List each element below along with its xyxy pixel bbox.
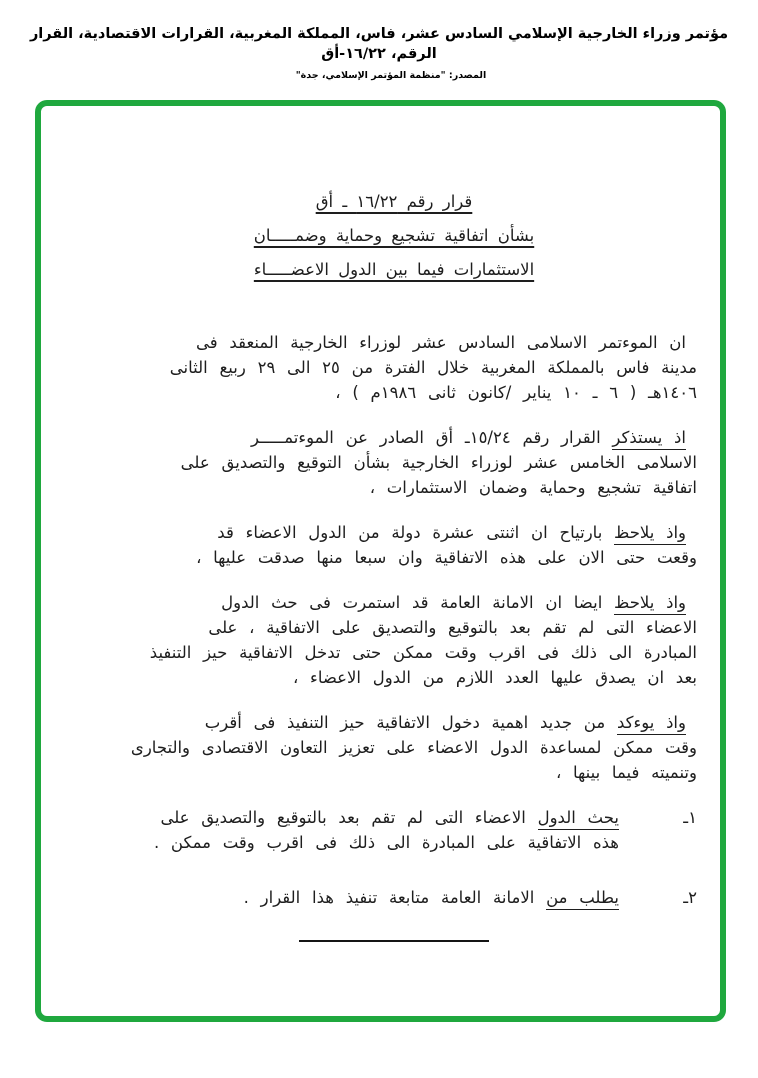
document-line (91, 885, 619, 910)
preamble-paragraph (91, 520, 697, 570)
document-line (91, 380, 697, 405)
document-line (91, 805, 619, 830)
header-source-line: المصدر: "منظمة المؤتمر الإسلامي، جدة" (295, 70, 487, 81)
underlined-phrase: واذ يلاحظ (614, 593, 686, 615)
document-line (91, 355, 697, 380)
scanned-document (41, 106, 720, 942)
page-header (0, 24, 758, 81)
text-segment: ان الموءتمر الاسلامى السادس عشر لوزراء الخارجية المنعقد فى (196, 333, 686, 352)
document-line (91, 545, 697, 570)
operative-clause (91, 805, 697, 855)
clause-number: ١ـ (683, 808, 697, 827)
underlined-phrase: يحث الدول (538, 808, 619, 830)
document-line (91, 640, 697, 665)
preamble-paragraph (91, 425, 697, 500)
document-line (91, 615, 697, 640)
document-line (91, 450, 697, 475)
resolution-title (91, 185, 697, 287)
underlined-phrase: اذ يستذكر (612, 428, 686, 450)
text-segment: بارتياح ان اثنتى عشرة دولة من الدول الاعضاء قد (217, 523, 615, 542)
document-line (91, 665, 697, 690)
text-segment: الاعضاء التى لم تقم بعد بالتوقيع والتصديق على (160, 808, 538, 827)
text-segment: بعد ان يصدق عليها العدد اللازم من الدول الاعضاء ، (292, 668, 697, 687)
text-segment: ١٤٠٦هـ ( ٦ ـ ١٠ يناير /كانون ثانى ١٩٨٦م ) ، (335, 383, 697, 402)
document-line (91, 735, 697, 760)
text-segment: وتنميته فيما بينها ، (555, 763, 697, 782)
clause-text (91, 805, 619, 855)
text-segment: مدينة فاس بالمملكة المغربية خلال الفترة من ٢٥ الى ٢٩ ربيع الثانى (169, 358, 697, 377)
underlined-phrase: واذ يلاحظ (614, 523, 686, 545)
green-document-frame (35, 100, 726, 1022)
clause-text (91, 885, 619, 910)
document-line (91, 830, 619, 855)
text-segment: القرار رقم ١٥/٢٤ـ أق الصادر عن الموءتمـــــر (250, 428, 613, 447)
text-segment: الامانة العامة متابعة تنفيذ هذا القرار . (243, 888, 547, 907)
text-segment: اتفاقية تشجيع وحماية وضمان الاستثمارات ، (369, 478, 697, 497)
document-line (91, 475, 697, 500)
text-segment: وقعت حتى الان على هذه الاتفاقية وان سبعا منها صدقت عليها ، (196, 548, 697, 567)
header-citation-line: مؤتمر وزراء الخارجية الإسلامي السادس عشر، فاس، المملكة المغربية، القرارات الاقتصادية، القرار الرقم، ١٦/٢٢-أق (29, 26, 729, 62)
title-line (91, 253, 697, 287)
preamble-paragraph (91, 330, 697, 405)
title-line (91, 185, 697, 219)
text-segment: الاسلامى الخامس عشر لوزراء الخارجية بشأن التوقيع والتصديق على (180, 453, 697, 472)
underlined-phrase: واذ يوءكد (617, 713, 686, 735)
text-segment: الاعضاء التى لم تقم بعد بالتوقيع والتصديق على الاتفاقية ، على (208, 618, 697, 637)
resolution-paragraphs (91, 330, 697, 785)
clause-number: ٢ـ (683, 888, 697, 907)
document-line (91, 760, 697, 785)
text-segment: ايضا ان الامانة العامة قد استمرت فى حث الدول (221, 593, 615, 612)
text-segment: من جديد اهمية دخول الاتفاقية حيز التنفيذ فى أقرب (204, 713, 617, 732)
text-segment: هذه الاتفاقية على المبادرة الى ذلك فى اقرب وقت ممكن . (153, 833, 619, 852)
text-segment: المبادرة الى ذلك فى اقرب وقت ممكن حتى تدخل الاتفاقية حيز التنفيذ (149, 643, 697, 662)
resolution-items (91, 805, 697, 910)
document-line (91, 425, 697, 450)
title-line-text: بشأن اتفاقية تشجيع وحماية وضمـــــان (253, 226, 535, 245)
title-line (91, 219, 697, 253)
document-line (91, 520, 697, 545)
preamble-paragraph (91, 710, 697, 785)
document-line (91, 590, 697, 615)
operative-clause (91, 885, 697, 910)
document-line (91, 330, 697, 355)
signature-rule (299, 940, 489, 942)
title-line-text: قرار رقم ١٦/٢٢ ـ أق (315, 192, 473, 211)
text-segment: وقت ممكن لمساعدة الدول الاعضاء على تعزيز التعاون الاقتصادى والتجارى (130, 738, 697, 757)
document-line (91, 710, 697, 735)
preamble-paragraph (91, 590, 697, 690)
underlined-phrase: يطلب من (546, 888, 619, 910)
title-line-text: الاستثمارات فيما بين الدول الاعضـــــاء (253, 260, 535, 279)
